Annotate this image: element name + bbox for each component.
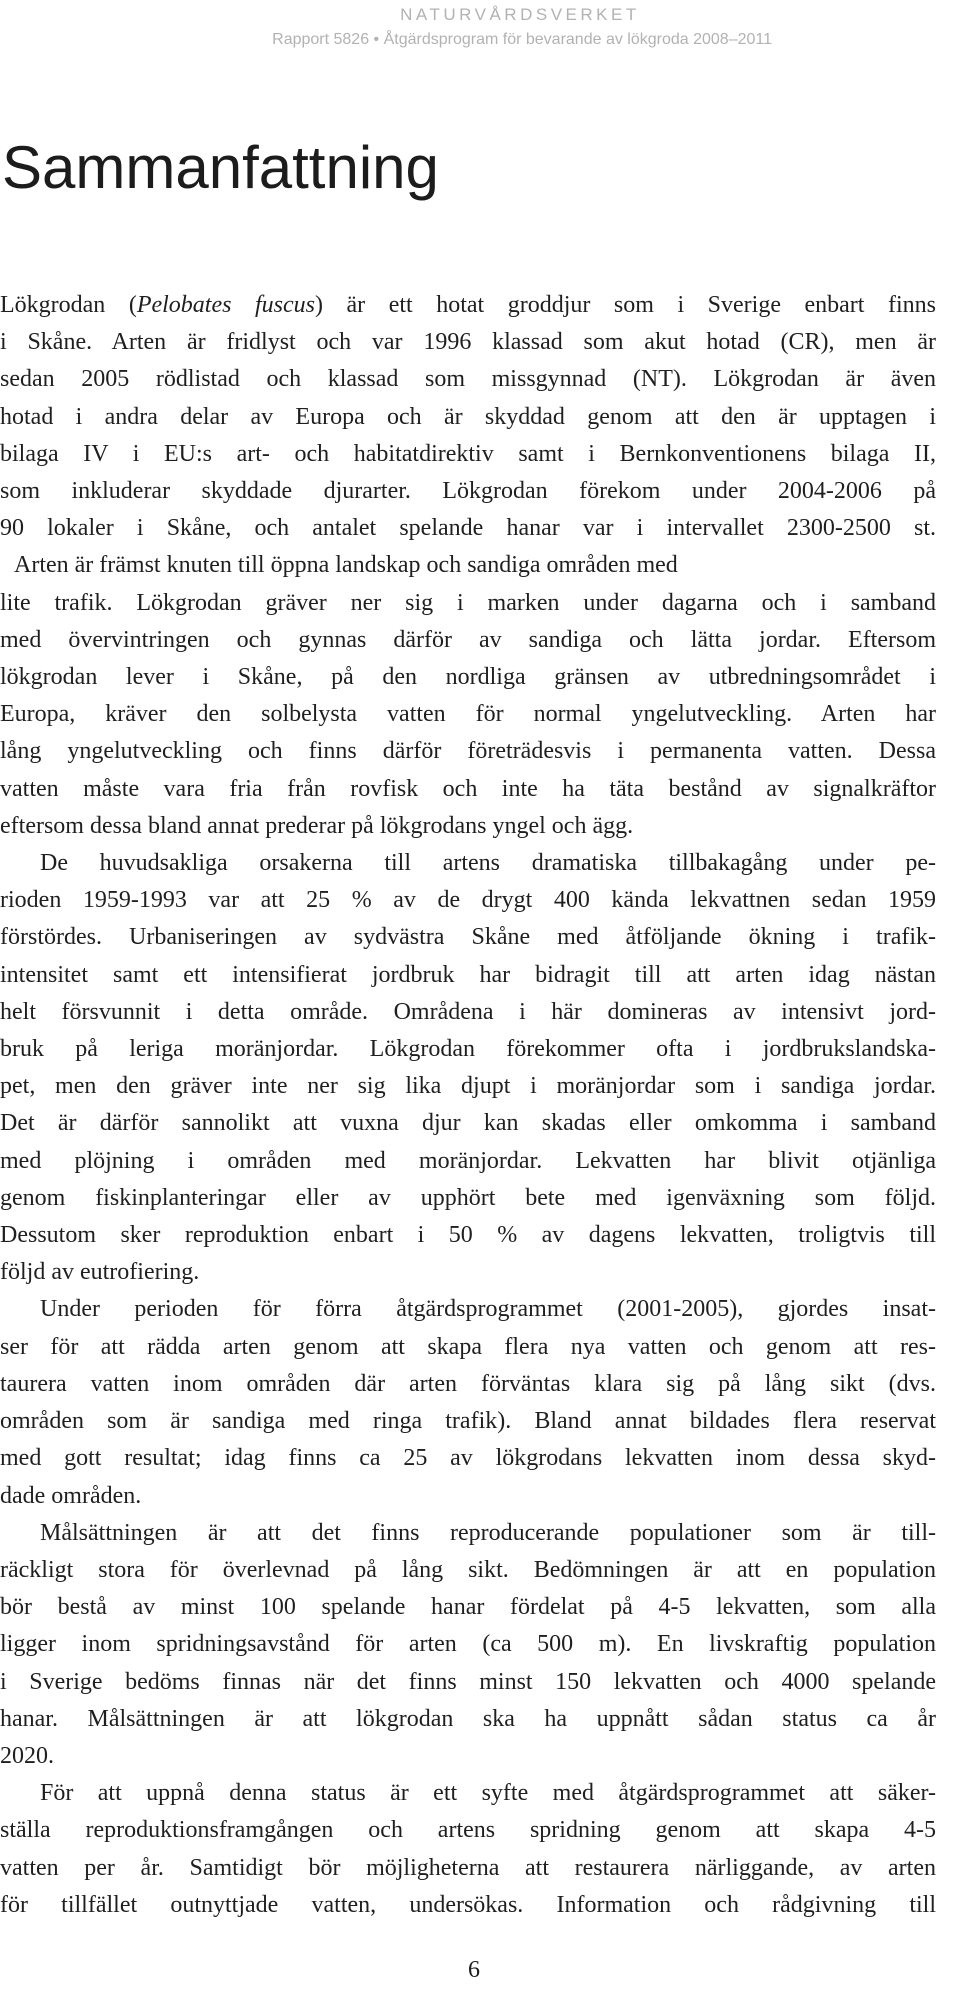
summary-text — [0, 287, 936, 1924]
text-line: intensitet samt ett intensifierat jordbruk har bidragit till att arten idag nästan — [0, 961, 936, 988]
text-line: De huvudsakliga orsakerna till artens dramatiska tillbakagång under pe- — [40, 850, 936, 877]
text-line: ligger inom spridningsavstånd för arten (ca 500 m). En livskraftig population — [0, 1631, 936, 1658]
header-organization: NATURVÅRDSVERKET — [400, 5, 640, 24]
text-line: vatten per år. Samtidigt bör möjligheterna att restaurera närliggande, av arten — [0, 1854, 936, 1881]
text-line: taurera vatten inom områden där arten förväntas klara sig på lång sikt (dvs. — [0, 1370, 936, 1397]
text-line: följd av eutrofiering. — [0, 1259, 200, 1286]
page-number: 6 — [468, 1957, 480, 1983]
text-line: Dessutom sker reproduktion enbart i 50 % av dagens lekvatten, troligtvis till — [0, 1222, 936, 1249]
text-line: hotad i andra delar av Europa och är skyddad genom att den är upptagen i — [0, 403, 936, 430]
text-line: ser för att rädda arten genom att skapa flera nya vatten och genom att res- — [0, 1333, 936, 1360]
text-line: vatten måste vara fria från rovfisk och inte ha täta bestånd av signalkräftor — [0, 775, 936, 802]
text-line: rioden 1959-1993 var att 25 % av de drygt 400 kända lekvattnen sedan 1959 — [0, 887, 936, 914]
text-line: 2020. — [0, 1742, 54, 1769]
text-line: i Skåne. Arten är fridlyst och var 1996 klassad som akut hotad (CR), men är — [0, 329, 936, 356]
text-line: som inkluderar skyddade djurarter. Lökgrodan förekom under 2004-2006 på — [0, 478, 936, 505]
text-line: lång yngelutveckling och finns därför företrädesvis i permanenta vatten. Dessa — [0, 738, 936, 765]
text-line: bör bestå av minst 100 spelande hanar fördelat på 4-5 lekvatten, som alla — [0, 1594, 936, 1621]
text-line: För att uppnå denna status är ett syfte med åtgärdsprogrammet att säker- — [40, 1780, 936, 1807]
text-line: dade områden. — [0, 1482, 142, 1509]
text-line: Det är därför sannolikt att vuxna djur kan skadas eller omkomma i samband — [0, 1110, 936, 1137]
text-line: lite trafik. Lökgrodan gräver ner sig i marken under dagarna och i samband — [0, 589, 936, 616]
text-line: med plöjning i områden med moränjordar. Lekvatten har blivit otjänliga — [0, 1147, 936, 1174]
text-line: eftersom dessa bland annat prederar på lökgrodans yngel och ägg. — [0, 812, 634, 839]
text-line: pet, men den gräver inte ner sig lika djupt i moränjordar som i sandiga jordar. — [0, 1073, 936, 1100]
text-line: områden som är sandiga med ringa trafik). Bland annat bildades flera reservat — [0, 1408, 936, 1435]
text-line: i Sverige bedöms finnas när det finns minst 150 lekvatten och 4000 spelande — [0, 1668, 936, 1695]
text-line: förstördes. Urbaniseringen av sydvästra Skåne med åtföljande ökning i trafik- — [0, 924, 936, 951]
text-line: bilaga IV i EU:s art- och habitatdirektiv samt i Bernkonventionens bilaga II, — [0, 440, 936, 467]
header-report-title: Rapport 5826 • Åtgärdsprogram för bevarande av lökgroda 2008–2011 — [272, 31, 772, 48]
page-title: Sammanfattning — [2, 134, 439, 201]
text-line: bruk på leriga moränjordar. Lökgrodan förekommer ofta i jordbrukslandska- — [0, 1036, 936, 1063]
text-line: räckligt stora för överlevnad på lång sikt. Bedömningen är att en population — [0, 1556, 936, 1583]
text-line: Målsättningen är att det finns reproducerande populationer som är till- — [40, 1519, 936, 1546]
text-line: sedan 2005 rödlistad och klassad som missgynnad (NT). Lökgrodan är även — [0, 366, 936, 393]
text-line: med övervintringen och gynnas därför av sandiga och lätta jordar. Eftersom — [0, 626, 936, 653]
text-line: med gott resultat; idag finns ca 25 av lökgrodans lekvatten inom dessa skyd- — [0, 1445, 936, 1472]
text-line: hanar. Målsättningen är att lökgrodan ska ha uppnått sådan status ca år — [0, 1705, 936, 1732]
text-line: Europa, kräver den solbelysta vatten för normal yngelutveckling. Arten har — [0, 701, 936, 728]
text-line: genom fiskinplanteringar eller av upphört bete med igenväxning som följd. — [0, 1184, 936, 1211]
text-line: för tillfället outnyttjade vatten, undersökas. Information och rådgivning till — [0, 1891, 936, 1918]
text-line: helt försvunnit i detta område. Områdena i här domineras av intensivt jord- — [0, 998, 936, 1025]
text-line: ställa reproduktionsframgången och artens spridning genom att skapa 4-5 — [0, 1817, 936, 1844]
text-line: Arten är främst knuten till öppna landskap och sandiga områden med — [14, 552, 678, 579]
running-header — [272, 4, 772, 51]
text-line: Lökgrodan (Pelobates fuscus) är ett hotat groddjur som i Sverige enbart finns — [0, 292, 936, 318]
text-line: 90 lokaler i Skåne, och antalet spelande hanar var i intervallet 2300-2500 st. — [0, 515, 936, 542]
species-name: Pelobates fuscus — [136, 292, 315, 318]
text-line: lökgrodan lever i Skåne, på den nordliga gränsen av utbredningsområdet i — [0, 664, 936, 691]
text-line: Under perioden för förra åtgärdsprogrammet (2001-2005), gjordes insat- — [40, 1296, 936, 1323]
